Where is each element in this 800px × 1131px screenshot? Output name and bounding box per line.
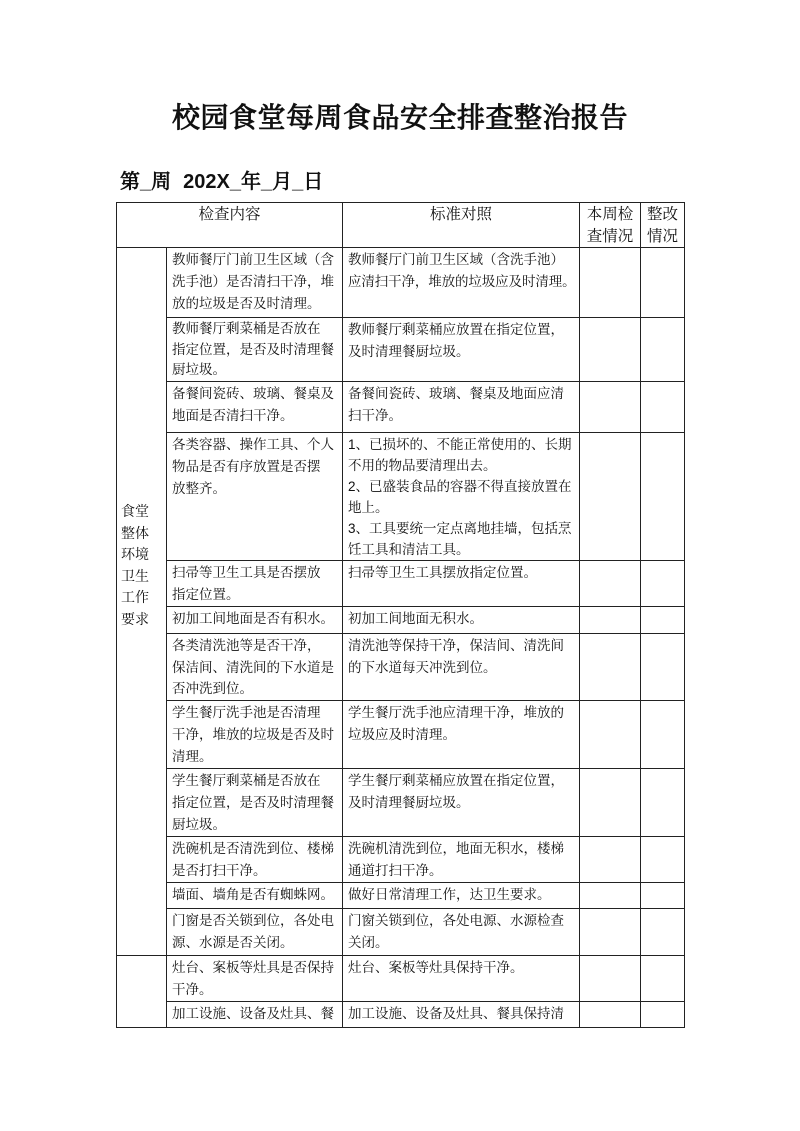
standard-line: 1、已损坏的、不能正常使用的、长期 [348,437,572,452]
rectification-cell [640,908,685,956]
check-content-line: 学生餐厅剩菜桶是否放在 [172,773,321,788]
category-cell [116,247,167,956]
standard-cell [342,381,580,433]
check-content-line: 初加工间地面是否有积水。 [172,611,334,626]
check-content-line: 地面是否清扫干净。 [172,408,294,423]
weekly-status-cell [579,560,641,607]
rectification-cell [640,955,685,1002]
weekly-status-cell [579,882,641,909]
check-content-line: 墙面、墙角是否有蜘蛛网。 [172,887,334,902]
category-line: 要求 [121,610,149,627]
check-content-line: 教师餐厅剩菜桶是否放在 [172,321,321,336]
check-content-cell [166,1001,343,1028]
rectification-cell [640,317,685,382]
standard-cell [342,247,580,318]
standard-line: 门窗关锁到位，各处电源、水源检查 [348,913,564,928]
check-content-cell [166,633,343,701]
standard-line: 垃圾应及时清理。 [348,727,456,742]
standard-line: 洗碗机清洗到位，地面无积水，楼梯 [348,841,564,856]
standard-line: 加工设施、设备及灶具、餐具保持清 [348,1006,564,1021]
category-line: 整体 [121,524,149,541]
check-content-line: 干净。 [172,982,213,997]
standard-cell [342,633,580,701]
check-content-line: 保洁间、清洗间的下水道是 [172,659,334,675]
header-check-content [116,202,343,248]
check-content-line: 厨垃圾。 [172,362,226,378]
check-content-cell [166,560,343,607]
rectification-cell [640,768,685,837]
weekly-status-cell [579,908,641,956]
check-content-cell [166,432,343,561]
standard-line: 做好日常清理工作，达卫生要求。 [348,887,551,902]
check-content-line: 各类清洗池等是否干净， [172,638,321,653]
date-label: 202X_年_月_日 [183,171,324,193]
header-text: 检查内容 [198,206,261,223]
check-content-line: 教师餐厅门前卫生区域（含 [172,252,334,267]
check-content-line: 指定位置。 [172,587,240,602]
check-content-line: 清理。 [172,749,213,764]
week-label: 第_周 [120,171,172,193]
rectification-cell [640,606,685,634]
weekly-status-cell [579,633,641,701]
check-content-line: 否冲洗到位。 [172,681,253,697]
rectification-cell [640,700,685,769]
standard-line: 教师餐厅门前卫生区域（含洗手池） [348,252,564,267]
check-content-cell [166,381,343,433]
check-content-line: 指定位置，是否及时清理餐 [172,795,334,810]
weekly-status-cell [579,381,641,433]
standard-cell [342,768,580,837]
header-weekly-status [579,202,641,248]
check-content-line: 指定位置，是否及时清理餐 [172,341,334,357]
check-content-line: 干净，堆放的垃圾是否及时 [172,727,334,742]
standard-line: 地上。 [348,500,389,515]
standard-line: 学生餐厅剩菜桶应放置在指定位置， [348,773,564,788]
standard-line: 及时清理餐厨垃圾。 [348,344,470,359]
rectification-cell [640,247,685,318]
standard-line: 备餐间瓷砖、玻璃、餐桌及地面应清 [348,386,564,401]
check-content-cell [166,700,343,769]
category-line: 环境 [121,546,149,562]
standard-line: 及时清理餐厨垃圾。 [348,795,470,810]
category-line: 卫生 [121,567,149,584]
header-standard [342,202,580,248]
rectification-cell [640,381,685,433]
standard-cell [342,908,580,956]
standard-line: 扫干净。 [348,408,402,423]
header-text: 查情况 [586,228,634,245]
check-content-cell [166,882,343,909]
check-content-line: 门窗是否关锁到位，各处电 [172,913,334,928]
report-title: 校园食堂每周食品安全排查整治报告 [171,102,628,133]
rectification-cell [640,882,685,909]
weekly-status-cell [579,247,641,318]
standard-line: 灶台、案板等灶具保持干净。 [348,960,524,975]
weekly-status-cell [579,606,641,634]
standard-line: 2、已盛装食品的容器不得直接放置在 [348,479,572,494]
check-content-line: 学生餐厅洗手池是否清理 [172,705,321,720]
check-content-cell [166,908,343,956]
weekly-status-cell [579,317,641,382]
check-content-line: 放整齐。 [172,481,226,496]
standard-cell [342,1001,580,1028]
weekly-status-cell [579,432,641,561]
rectification-cell [640,836,685,883]
check-content-line: 灶台、案板等灶具是否保持 [172,960,334,975]
check-content-cell [166,836,343,883]
header-text: 标准对照 [429,206,492,223]
standard-line: 3、工具要统一定点离地挂墙，包括烹 [348,521,572,536]
rectification-cell [640,432,685,561]
standard-cell [342,317,580,382]
check-content-cell [166,606,343,634]
weekly-status-cell [579,700,641,769]
check-content-line: 放的垃圾是否及时清理。 [172,296,321,311]
check-content-line: 洗手池）是否清扫干净，堆 [172,274,334,289]
standard-cell [342,955,580,1002]
check-content-line: 源、水源是否关闭。 [172,935,294,950]
category-line: 工作 [121,589,149,605]
check-content-line: 各类容器、操作工具、个人 [172,437,334,452]
check-content-line: 物品是否有序放置是否摆 [172,459,321,474]
standard-line: 的下水道每天冲洗到位。 [348,660,497,675]
weekly-status-cell [579,955,641,1002]
standard-cell [342,432,580,561]
check-content-cell [166,768,343,837]
check-content-line: 洗碗机是否清洗到位、楼梯 [172,841,334,856]
rectification-cell [640,633,685,701]
standard-line: 初加工间地面无积水。 [348,611,483,626]
weekly-status-cell [579,1001,641,1028]
standard-line: 不用的物品要清理出去。 [348,458,497,473]
check-content-line: 是否打扫干净。 [172,863,267,878]
inspection-table [116,202,685,1028]
check-content-line: 备餐间瓷砖、玻璃、餐桌及 [172,386,334,401]
check-content-line: 扫帚等卫生工具是否摆放 [172,565,321,580]
standard-cell [342,560,580,607]
standard-line: 清洗池等保持干净，保洁间、清洗间 [348,638,564,653]
category-cell [116,955,167,1028]
report-meta [120,168,323,196]
rectification-cell [640,1001,685,1028]
standard-line: 扫帚等卫生工具摆放指定位置。 [348,565,537,580]
weekly-status-cell [579,836,641,883]
header-text: 整改 [646,206,678,223]
standard-line: 关闭。 [348,935,389,950]
check-content-cell [166,247,343,318]
rectification-cell [640,560,685,607]
header-text: 情况 [646,228,678,245]
category-line: 食堂 [121,503,149,519]
standard-line: 学生餐厅洗手池应清理干净，堆放的 [348,705,564,720]
standard-cell [342,882,580,909]
standard-line: 通道打扫干净。 [348,863,443,878]
standard-line: 饪工具和清洁工具。 [348,542,470,557]
standard-line: 应清扫干净，堆放的垃圾应及时清理。 [348,274,576,289]
standard-cell [342,700,580,769]
weekly-status-cell [579,768,641,837]
standard-cell [342,606,580,634]
header-text: 本周检 [586,206,634,223]
standard-line: 教师餐厅剩菜桶应放置在指定位置， [348,322,564,337]
header-rectification [640,202,685,248]
check-content-line: 加工设施、设备及灶具、餐 [172,1006,334,1021]
standard-cell [342,836,580,883]
check-content-line: 厨垃圾。 [172,817,226,832]
check-content-cell [166,317,343,382]
check-content-cell [166,955,343,1002]
